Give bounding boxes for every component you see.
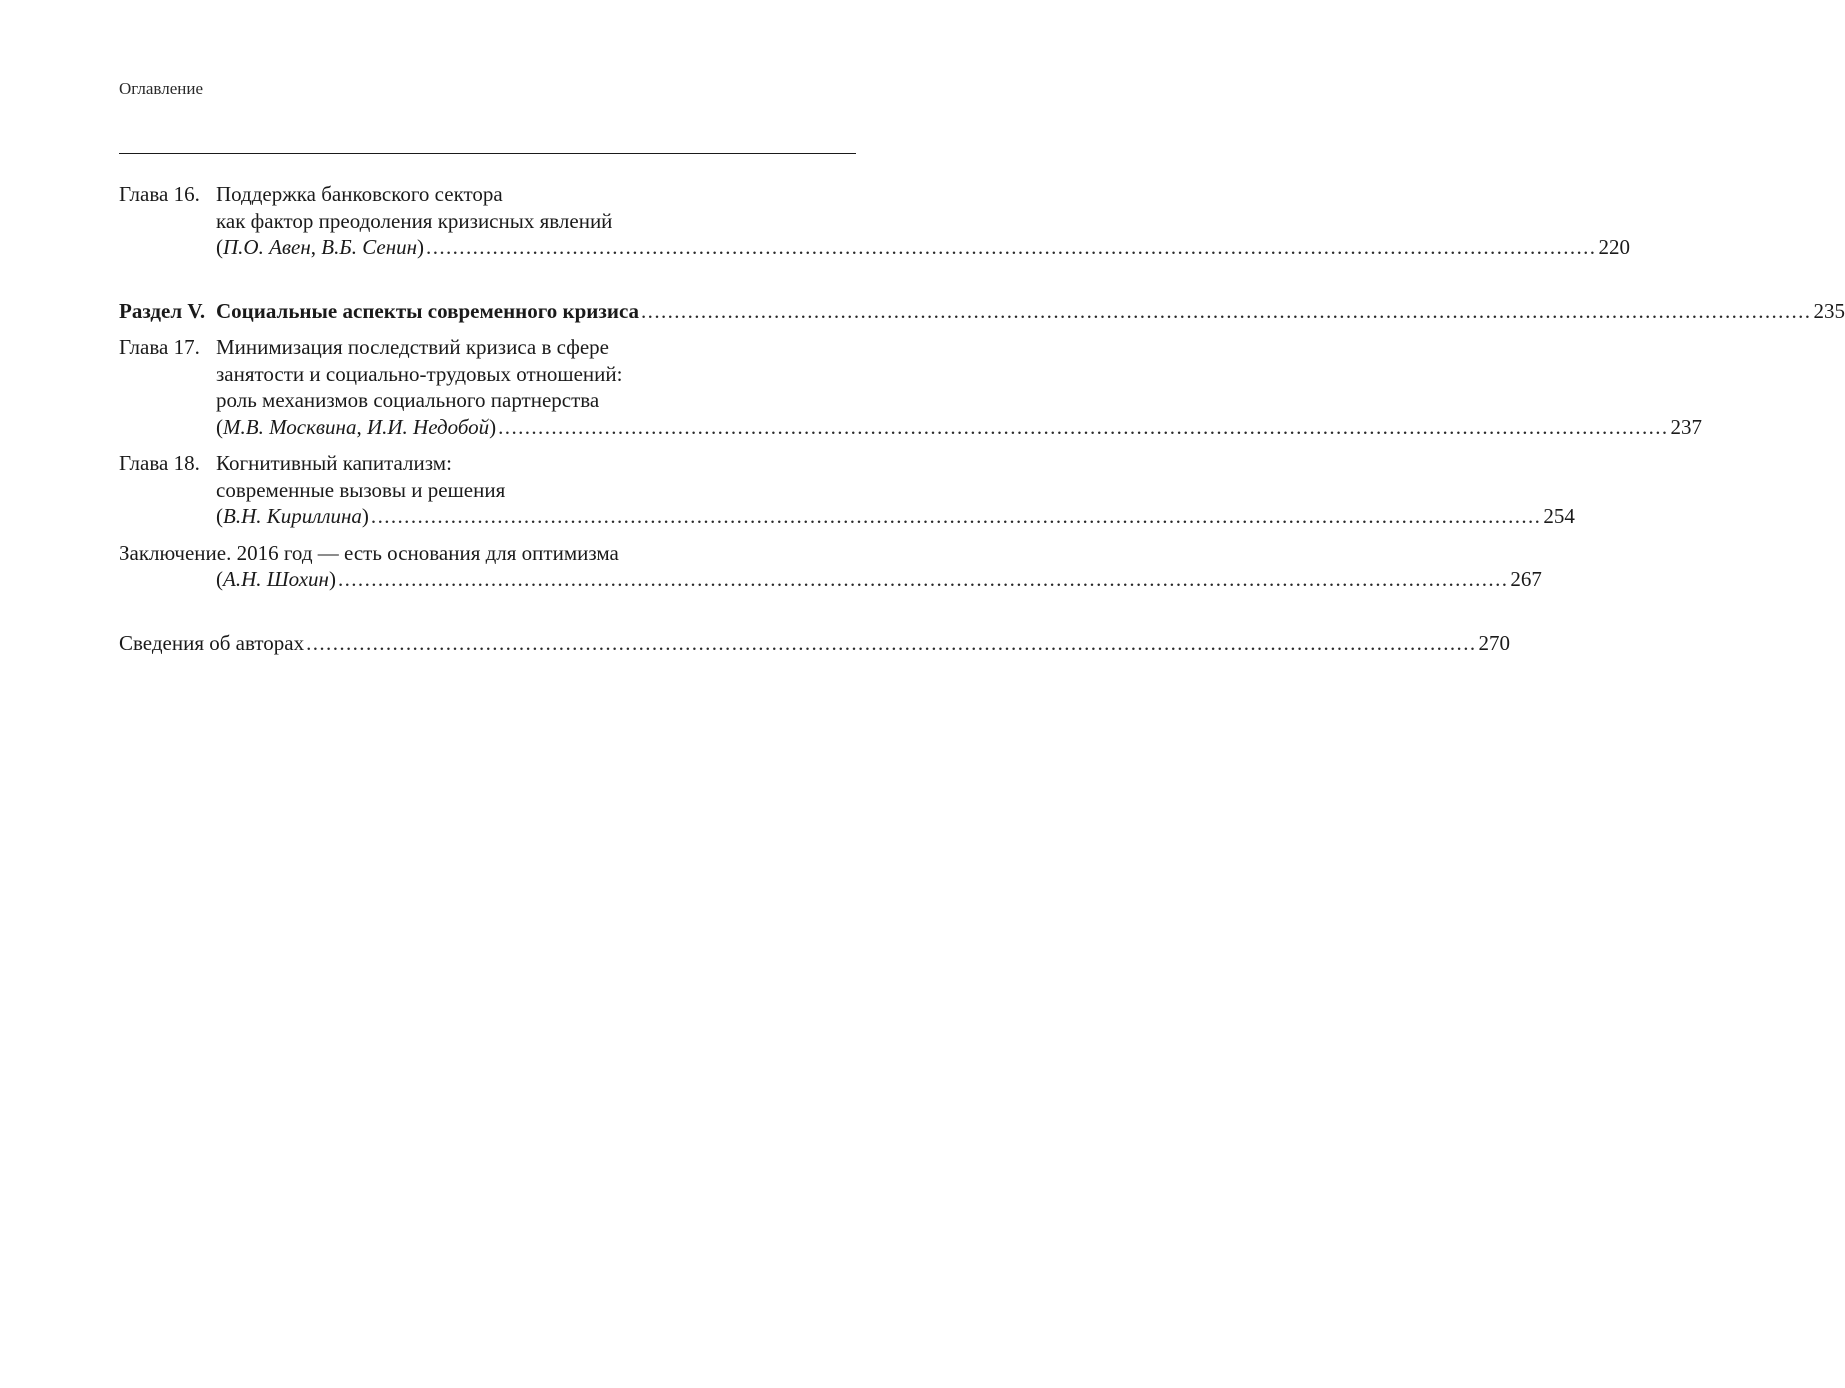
- page-number: 237: [1670, 414, 1703, 439]
- header-rule: [119, 153, 856, 154]
- chapter-label: Глава 16.: [119, 182, 200, 206]
- dot-leader: ................................................................................................................................................................................: [426, 235, 1597, 259]
- dot-leader: ................................................................................................................................................................................: [370, 504, 1542, 528]
- page-number: 254: [1543, 504, 1575, 528]
- chapter-label: Глава 17.: [119, 335, 200, 359]
- chapter-label: Глава 18.: [119, 451, 200, 475]
- running-head: Оглавление: [119, 79, 203, 98]
- toc-entry-about-authors[interactable]: [119, 630, 1511, 657]
- chapter-authors: (П.О. Авен, В.Б. Сенин): [216, 235, 425, 259]
- chapter-authors: (В.Н. Кириллина): [216, 504, 369, 528]
- author-name: А.Н. Шохин: [223, 567, 329, 591]
- page-number: 267: [1510, 567, 1542, 591]
- conclusion-title: Заключение. 2016 год — есть основания для оптимизма: [119, 540, 619, 565]
- chapter-title-line: Минимизация последствий кризиса в сфере: [216, 335, 609, 359]
- chapter-title-line: Поддержка банковского сектора: [216, 182, 503, 206]
- page-number: 220: [1598, 235, 1630, 259]
- chapter-title-line: как фактор преодоления кризисных явлений: [216, 208, 613, 233]
- toc-entry-section-5[interactable]: [119, 298, 1845, 325]
- chapter-title-line: Когнитивный капитализм:: [216, 451, 452, 475]
- toc-entry-chapter-18[interactable]: [119, 450, 1575, 530]
- table-of-contents: [119, 181, 1845, 656]
- section-title: Социальные аспекты современного кризиса: [216, 298, 640, 323]
- page-number: 235: [1813, 298, 1845, 323]
- chapter-title-line: роль механизмов социального партнерства: [216, 388, 600, 412]
- dot-leader: ................................................................................................................................................................................: [306, 630, 1477, 655]
- dot-leader: ................................................................................................................................................................................: [498, 414, 1669, 439]
- author-name: В.Б. Сенин: [321, 235, 418, 259]
- chapter-title-line: современные вызовы и решения: [216, 477, 506, 502]
- toc-entry-chapter-16[interactable]: [119, 181, 1630, 261]
- dot-leader: ................................................................................................................................................................................: [337, 567, 1509, 591]
- chapter-authors: (А.Н. Шохин): [216, 567, 336, 591]
- author-name: В.Н. Кириллина: [223, 504, 362, 528]
- author-name: И.И. Недобой: [366, 414, 490, 439]
- author-name: П.О. Авен: [223, 235, 311, 259]
- chapter-title-line: занятости и социально-трудовых отношений:: [216, 361, 623, 386]
- author-name: М.В. Москвина: [223, 414, 357, 439]
- section-label: Раздел V.: [119, 298, 206, 323]
- dot-leader: ................................................................................................................................................................................: [641, 298, 1812, 323]
- page-number: 270: [1478, 630, 1511, 655]
- chapter-authors: (М.В. Москвина, И.И. Недобой): [216, 414, 497, 439]
- about-authors-title: Сведения об авторах: [119, 630, 305, 655]
- toc-entry-chapter-17[interactable]: [119, 334, 1703, 440]
- toc-entry-conclusion[interactable]: [119, 540, 1542, 593]
